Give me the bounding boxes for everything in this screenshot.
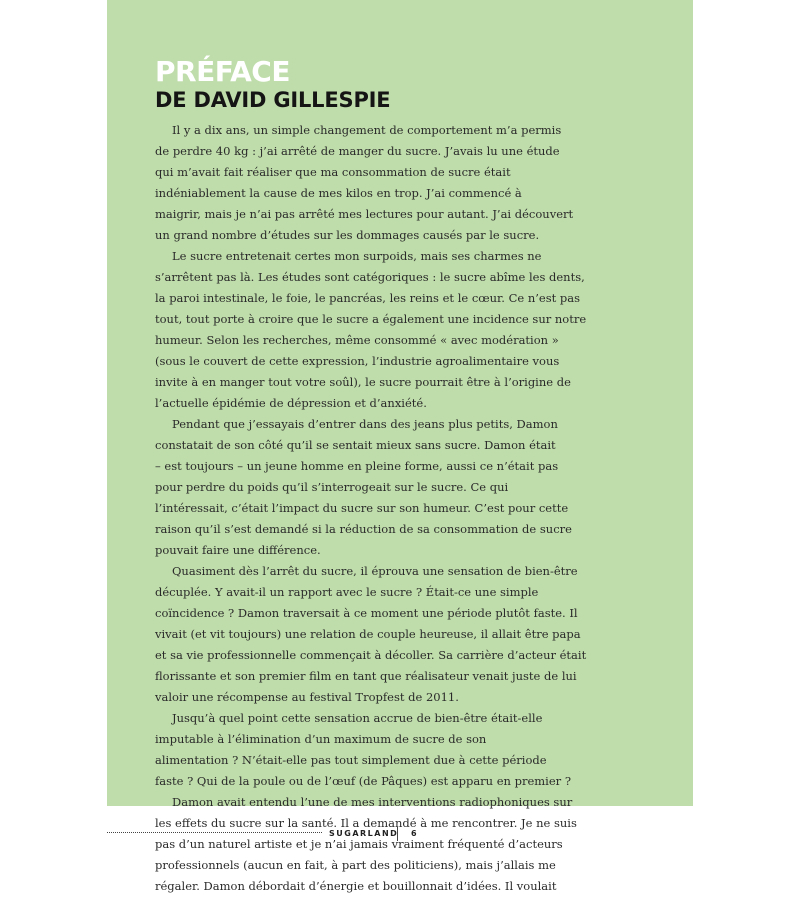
body-line: Il y a dix ans, un simple changement de comportement m’a permis: [172, 123, 562, 137]
body-line: la paroi intestinale, le foie, le pancréas, les reins et le cœur. Ce n’est pas: [155, 291, 581, 305]
body-line: décuplée. Y avait-il un rapport avec le sucre ? Était-ce une simple: [155, 585, 539, 599]
dotted-rule: [107, 832, 322, 833]
body-line: Jusqu’à quel point cette sensation accrue de bien-être était-elle: [172, 711, 543, 725]
body-line: constatait de son côté qu’il se sentait mieux sans sucre. Damon était: [155, 438, 556, 452]
body-line: de perdre 40 kg : j’ai arrêté de manger du sucre. J’avais lu une étude: [155, 144, 560, 158]
footer-separator: [397, 827, 398, 841]
body-line: Pendant que j’essayais d’entrer dans des jeans plus petits, Damon: [172, 417, 558, 431]
body-line: et sa vie professionnelle commençait à décoller. Sa carrière d’acteur était: [155, 648, 587, 662]
chapter-heading: [155, 55, 391, 112]
body-line: humeur. Selon les recherches, même consommé « avec modération »: [155, 333, 559, 347]
body-line: vivait (et vit toujours) une relation de couple heureuse, il allait être papa: [155, 627, 581, 641]
body-line: imputable à l’élimination d’un maximum de sucre de son: [155, 732, 487, 746]
body-line: maigrir, mais je n’ai pas arrêté mes lectures pour autant. J’ai découvert: [155, 207, 574, 221]
body-line: raison qu’il s’est demandé si la réduction de sa consommation de sucre: [155, 522, 572, 536]
body-line: s’arrêtent pas là. Les études sont catégoriques : le sucre abîme les dents,: [155, 270, 585, 284]
page-number: 6: [411, 829, 417, 838]
body-line: Quasiment dès l’arrêt du sucre, il éprouva une sensation de bien-être: [172, 564, 578, 578]
running-book-title: SUGARLAND: [329, 829, 399, 838]
body-line: pouvait faire une différence.: [155, 543, 321, 557]
chapter-title: PRÉFACE: [155, 55, 290, 88]
body-line: les effets du sucre sur la santé. Il a demandé à me rencontrer. Je ne suis: [155, 816, 577, 830]
body-line: faste ? Qui de la poule ou de l’œuf (de Pâques) est apparu en premier ?: [155, 774, 571, 788]
body-line: – est toujours – un jeune homme en pleine forme, aussi ce n’était pas: [155, 459, 559, 473]
body-line: l’actuelle épidémie de dépression et d’anxiété.: [155, 396, 427, 410]
body-line: alimentation ? N’était-elle pas tout simplement due à cette période: [155, 753, 547, 767]
body-line: pas d’un naturel artiste et je n’ai jamais vraiment fréquenté d’acteurs: [155, 837, 563, 851]
body-line: tout, tout porte à croire que le sucre a également une incidence sur notre: [155, 312, 587, 326]
body-line: indéniablement la cause de mes kilos en trop. J’ai commencé à: [155, 186, 522, 200]
body-line: Damon avait entendu l’une de mes interventions radiophoniques sur: [172, 795, 573, 809]
body-line: un grand nombre d’études sur les dommages causés par le sucre.: [155, 228, 540, 242]
body-line: florissante et son premier film en tant que réalisateur venait juste de lui: [155, 669, 577, 683]
page-footer: [107, 829, 693, 843]
body-line: pour perdre du poids qu’il s’interrogeait sur le sucre. Ce qui: [155, 480, 509, 494]
body-line: professionnels (aucun en fait, à part des politiciens), mais j’allais me: [155, 858, 556, 872]
preface-body: [155, 120, 587, 897]
body-line: Le sucre entretenait certes mon surpoids, mais ses charmes ne: [172, 249, 542, 263]
chapter-subtitle: DE DAVID GILLESPIE: [155, 88, 391, 112]
body-line: l’intéressait, c’était l’impact du sucre sur son humeur. C’est pour cette: [155, 501, 569, 515]
body-line: régaler. Damon débordait d’énergie et bouillonnait d’idées. Il voulait: [155, 879, 557, 893]
body-line: coïncidence ? Damon traversait à ce moment une période plutôt faste. Il: [155, 606, 578, 620]
body-line: valoir une récompense au festival Tropfest de 2011.: [155, 690, 459, 704]
body-line: invite à en manger tout votre soûl), le sucre pourrait être à l’origine de: [155, 375, 571, 389]
body-line: qui m’avait fait réaliser que ma consommation de sucre était: [155, 165, 511, 179]
body-line: (sous le couvert de cette expression, l’industrie agroalimentaire vous: [155, 354, 560, 368]
